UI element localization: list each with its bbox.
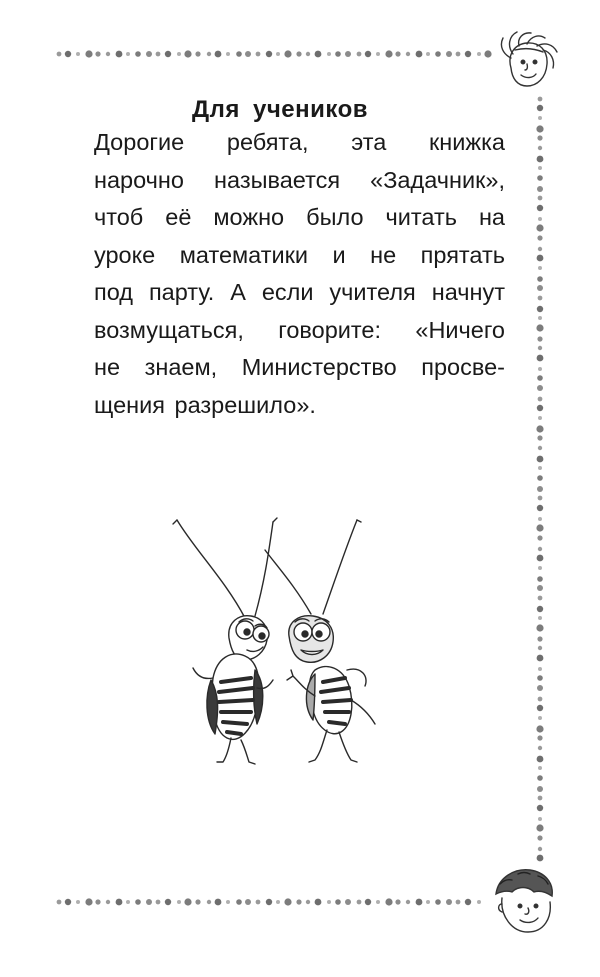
border-dot [537,135,542,140]
border-dot [456,52,461,57]
border-dot [465,51,471,57]
border-dot [538,217,542,221]
border-dot [537,756,544,763]
border-dot [296,51,301,56]
border-dot [327,900,331,904]
border-dot [435,51,441,57]
boy-face-icon [488,862,560,940]
border-dot [266,899,272,905]
border-dot [85,898,92,905]
border-dot [284,50,291,57]
border-dot [365,899,371,905]
border-dot [538,697,543,702]
border-dot [538,766,542,770]
border-dot [116,51,123,58]
border-dot [256,900,261,905]
border-dot [538,817,542,821]
border-dot [156,900,161,905]
border-dot [537,336,542,341]
border-dot [538,466,542,470]
border-dot [538,847,542,851]
border-dot [335,899,341,905]
paragraph-line: возмущаться, говорите: «Ничего [94,316,505,343]
border-dot [435,899,441,905]
border-dot [538,296,543,301]
border-dot [165,51,171,57]
border-dot [85,50,92,57]
border-dot [538,517,542,521]
border-dot [537,655,544,662]
border-dot [406,52,410,56]
border-dot [537,685,543,691]
border-dot [57,900,62,905]
border-dot [236,51,242,57]
border-dot [256,52,261,57]
border-dot [537,636,542,641]
border-dot [446,899,452,905]
border-dot [345,51,351,57]
paragraph-line: под парту. А если учителя начнут [94,279,505,305]
border-dot [536,125,543,132]
border-dot [357,900,362,905]
border-dot [536,425,543,432]
border-dot [537,235,542,240]
border-dot [106,52,110,56]
border-dot [538,746,542,750]
border-dot [537,186,543,192]
border-dot [536,524,543,531]
border-dot [306,52,310,56]
border-dot [537,835,542,840]
border-dot [537,435,542,440]
border-dot [306,900,310,904]
border-dot [215,899,222,906]
border-dot [537,156,544,163]
border-dot [296,899,301,904]
border-dot [538,646,542,650]
border-dot [537,775,543,781]
border-dot [446,51,452,57]
border-dot [537,355,544,362]
border-dot [126,52,130,56]
border-dot [536,725,543,732]
border-dot [385,50,392,57]
border-dot [538,547,542,551]
border-dot [538,397,543,402]
border-dot [146,899,152,905]
dotted-border-right [530,95,550,865]
border-dot [537,405,543,411]
border-dot [76,900,80,904]
border-dot [538,146,542,150]
border-dot [538,716,542,720]
border-dot [538,796,543,801]
border-dot [537,606,543,612]
border-dot [538,316,542,320]
border-dot [106,900,110,904]
border-dot [537,385,543,391]
dotted-border-top [55,44,495,64]
border-dot [477,52,481,56]
border-dot [537,735,542,740]
border-dot [537,705,543,711]
border-dot [537,175,543,181]
border-dot [538,616,542,620]
border-dot [537,285,543,291]
border-dot [536,824,543,831]
border-dot [65,899,71,905]
border-dot [537,786,543,792]
border-dot [345,899,351,905]
border-dot [395,899,400,904]
border-dot [236,899,242,905]
border-dot [385,898,392,905]
paragraph-line: уроке математики и не прятать [94,241,505,268]
border-dot [538,166,542,170]
border-dot [538,566,542,570]
border-dot [537,456,544,463]
border-dot [135,899,141,905]
border-dot [536,224,543,231]
border-dot [537,585,543,591]
border-dot [65,51,71,57]
border-dot [315,899,322,906]
border-dot [245,899,251,905]
border-dot [95,51,100,56]
border-dot [276,52,280,56]
border-dot [177,52,181,56]
border-dot [215,51,222,58]
border-dot [315,51,322,58]
border-dot [416,51,423,58]
border-dot [537,205,543,211]
border-dot [456,900,461,905]
paragraph-line: щения разрешило». [94,391,316,418]
girl-face-icon [493,28,563,96]
border-dot [226,900,230,904]
border-dot [538,596,543,601]
border-dot [537,475,543,481]
border-dot [537,555,544,562]
border-dot [537,375,543,381]
border-dot [207,900,211,904]
border-dot [537,276,543,282]
paragraph-line: чтоб её можно было читать на [94,204,505,230]
border-dot [538,416,542,420]
border-dot [276,900,280,904]
border-dot [207,52,211,56]
border-dot [537,855,544,862]
border-dot [538,346,542,350]
border-dot [538,247,542,251]
border-dot [395,51,400,56]
border-dot [537,505,543,511]
paragraph-line: не знаем, Министерство просве- [94,354,505,380]
border-dot [538,446,542,450]
paragraph-line: нарочно называется «Задачник», [94,166,505,193]
border-dot [357,52,362,57]
border-dot [537,306,543,312]
border-dot [365,51,371,57]
border-dot [195,899,200,904]
border-dot [126,900,130,904]
border-dot [284,898,291,905]
border-dot [538,367,542,371]
border-dot [536,624,543,631]
border-dot [537,805,543,811]
border-dot [156,52,161,57]
border-dot [536,324,543,331]
page-title: Для учеников [191,96,368,124]
border-dot [76,52,80,56]
border-dot [245,51,251,57]
border-dot [538,97,543,102]
border-dot [537,675,543,681]
border-dot [376,900,380,904]
border-dot [146,51,152,57]
border-dot [538,116,542,120]
border-dot [465,899,471,905]
border-dot [266,51,272,57]
border-dot [538,496,543,501]
dotted-border-bottom [55,892,490,912]
border-dot [537,255,544,262]
border-dot [484,50,491,57]
border-dot [538,266,542,270]
paragraph-line: Дорогие ребята, эта книжка [94,129,505,155]
border-dot [116,899,123,906]
border-dot [376,52,380,56]
border-dot [426,900,430,904]
border-dot [477,900,481,904]
border-dot [226,52,230,56]
border-dot [95,899,100,904]
border-dot [426,52,430,56]
border-dot [538,196,543,201]
border-dot [184,898,191,905]
border-dot [165,899,171,905]
border-dot [184,50,191,57]
intro-paragraph [60,124,505,424]
border-dot [177,900,181,904]
border-dot [537,486,543,492]
border-dot [537,576,543,582]
border-dot [538,667,542,671]
border-dot [416,899,423,906]
border-dot [335,51,341,57]
border-dot [537,535,542,540]
border-dot [406,900,410,904]
border-dot [57,52,62,57]
border-dot [135,51,141,57]
border-dot [195,51,200,56]
border-dot [327,52,331,56]
border-dot [537,105,543,111]
two-bugs-illustration [165,510,395,770]
